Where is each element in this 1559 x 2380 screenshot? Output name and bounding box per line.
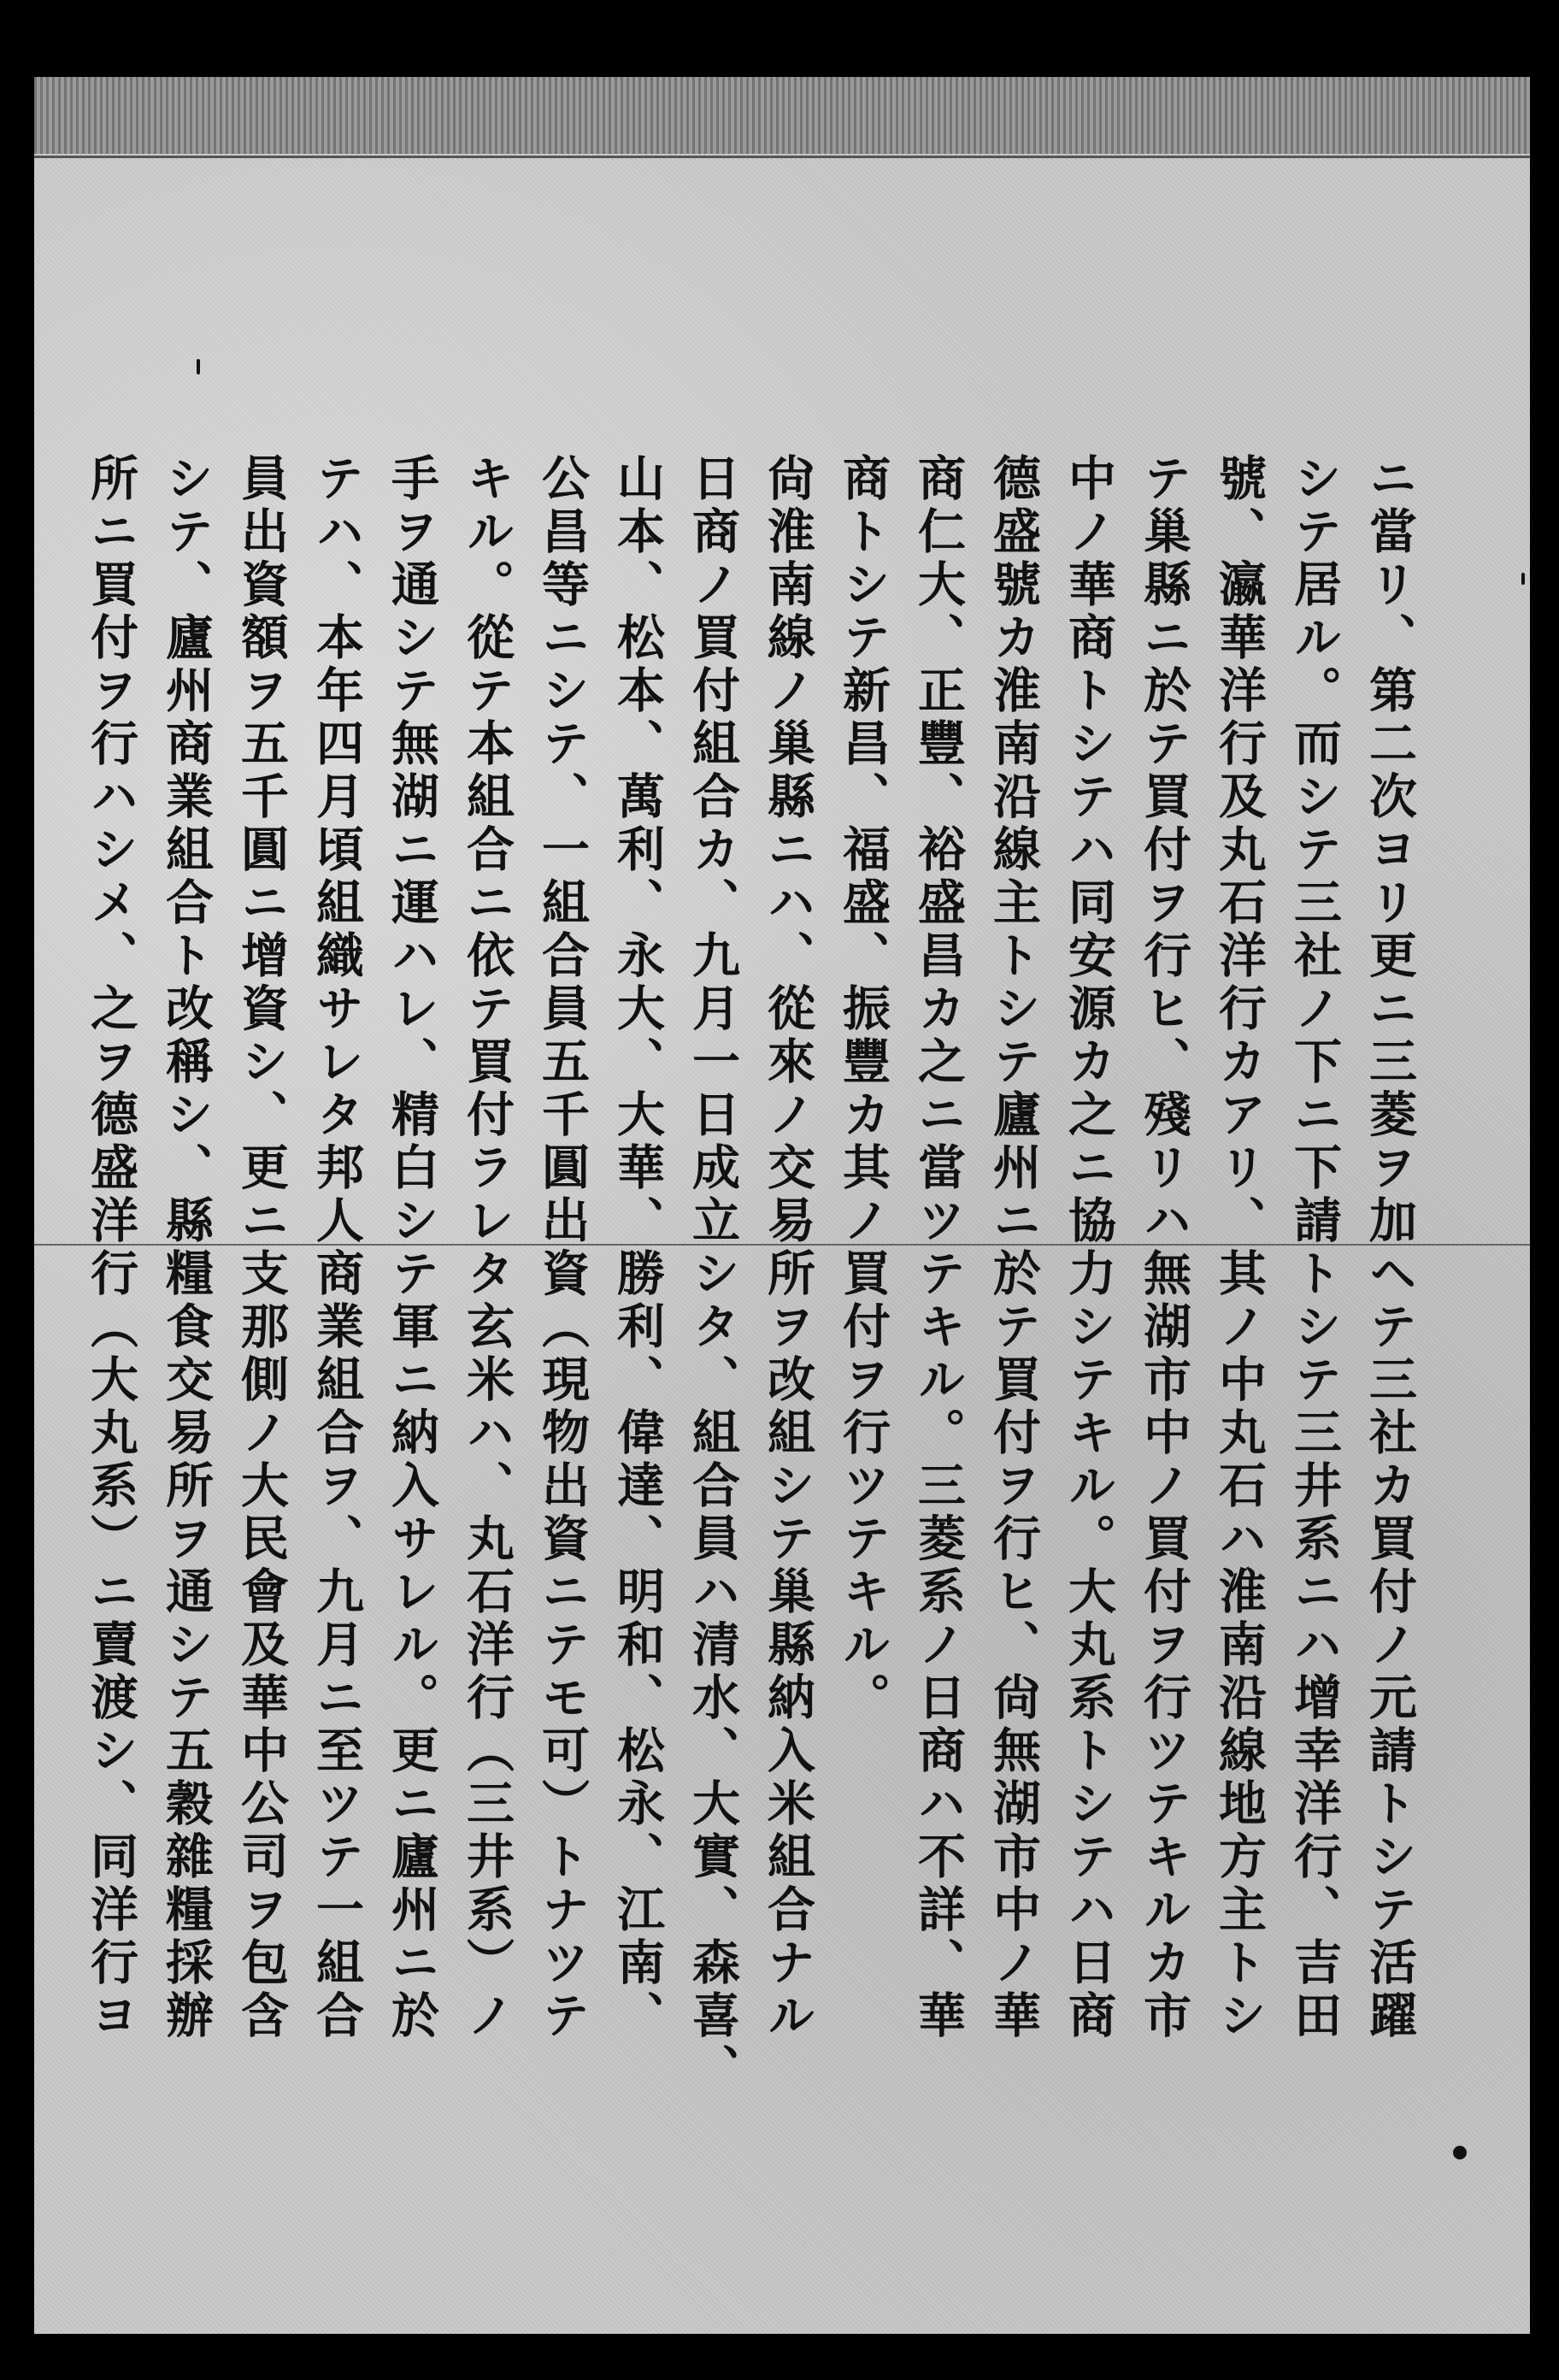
- text-column: 所ニ買付ヲ行ハシメ、之ヲ德盛洋行（大丸系）ニ賣渡シ、同洋行ヨ: [83, 453, 139, 2043]
- text-column: 日商ノ買付組合カ、九月一日成立シタ、組合員ハ清水、大實、森喜、: [685, 453, 741, 2096]
- text-column: 商トシテ新昌、福盛、振豐カ其ノ買付ヲ行ツテキル。: [835, 453, 891, 1725]
- text-column: シテ居ル。而シテ三社ノ下ニ下請トシテ三井系ニハ增幸洋行、吉田: [1286, 453, 1343, 2043]
- text-column: シテ、廬州商業組合ト改稱シ、縣糧食交易所ヲ通シテ五穀雜糧採辦: [158, 453, 215, 2043]
- top-margin-band: [34, 77, 1530, 154]
- text-column: 尙淮南線ノ巢縣ニハ、從來ノ交易所ヲ改組シテ巢縣納入米組合ナル: [760, 453, 816, 2043]
- text-column: 山本、松本、萬利、永大、大華、勝利、偉達、明和、松永、江南、: [609, 453, 666, 2043]
- ink-speck: [1521, 573, 1525, 585]
- text-column: テハ、本年四月頃組織サレタ邦人商業組合ヲ、九月ニ至ツテ一組合: [309, 453, 365, 2043]
- text-column: ニ當リ、第二次ヨリ更ニ三菱ヲ加ヘテ三社カ買付ノ元請トシテ活躍: [1362, 453, 1418, 2043]
- text-column: 中ノ華商トシテハ同安源カ之ニ協力シテキル。大丸系トシテハ日商: [1061, 453, 1117, 2043]
- ink-speck: [197, 359, 200, 374]
- top-rule-line: [34, 156, 1530, 158]
- ink-speck: [1453, 2146, 1467, 2159]
- document-page: [34, 77, 1530, 2334]
- text-column: 手ヲ通シテ無湖ニ運ハレ、精白シテ軍ニ納入サレル。更ニ廬州ニ於: [384, 453, 440, 2043]
- text-column: キル。從テ本組合ニ依テ買付ラレタ玄米ハ、丸石洋行（三井系）ノ: [459, 453, 515, 2043]
- text-column: 商仁大、正豐、裕盛昌カ之ニ當ツテキル。三菱系ノ日商ハ不詳、華: [910, 453, 967, 2043]
- text-column: 員出資額ヲ五千圓ニ增資シ、更ニ支那側ノ大民會及華中公司ヲ包含: [233, 453, 290, 2043]
- text-column: テ巢縣ニ於テ買付ヲ行ヒ、殘リハ無湖市中ノ買付ヲ行ツテキルカ市: [1136, 453, 1192, 2043]
- text-column: 德盛號カ淮南沿線主トシテ廬州ニ於テ買付ヲ行ヒ、尙無湖市中ノ華: [985, 453, 1042, 2043]
- text-column: 公昌等ニシテ、一組合員五千圓出資（現物出資ニテモ可）トナツテ: [534, 453, 591, 2043]
- vertical-text-block: [83, 453, 1427, 2248]
- text-column: 號、瀛華洋行及丸石洋行カアリ、其ノ中丸石ハ淮南沿線地方主トシ: [1211, 453, 1268, 2043]
